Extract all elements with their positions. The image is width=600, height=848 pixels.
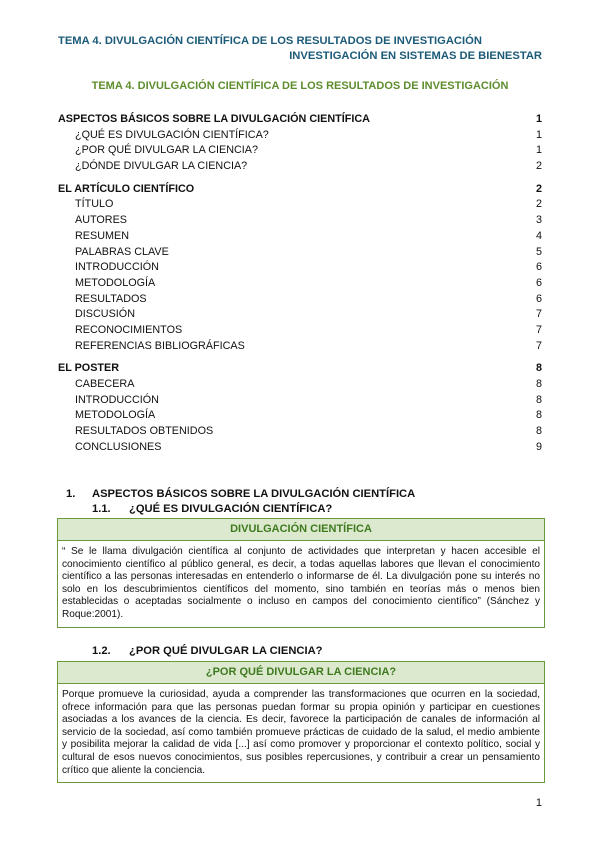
toc-subsection-entry[interactable]: [58, 197, 542, 213]
toc-subsection-entry[interactable]: [58, 339, 542, 355]
toc-subsection-entry[interactable]: [58, 307, 542, 323]
toc-gap: [58, 175, 542, 182]
toc-entry-page: 5: [535, 245, 542, 258]
toc-entry-title: RESULTADOS: [75, 292, 147, 305]
section-1-1-heading: [92, 503, 332, 515]
toc-entry-title: CABECERA: [75, 378, 135, 390]
toc-entry-title: RESUMEN: [75, 229, 129, 242]
running-header: [58, 34, 542, 63]
header-line-1: TEMA 4. DIVULGACIÓN CIENTÍFICA DE LOS RESULTADOS DE INVESTIGACIÓN: [58, 35, 482, 47]
definition-box-text: “ Se le llama divulgación científica al conjunto de actividades que interpretan y hacen accesible el conocimiento científico al público general, es decir, a todas aquellas labores que llevan el conocimiento científico a las personas interesadas en entenderlo o informarse de él. La divulgación pone su interés no solo en los descubrimientos científicos del momento, sino también en teorías más o menos bien establecidas o aceptadas socialmente o incluso en campos del conocimiento científico” (Sánchez y Roque:2001).: [62, 546, 540, 620]
toc-entry-page: 6: [535, 261, 542, 274]
toc-subsection-entry[interactable]: [58, 229, 542, 245]
toc-entry-page: 2: [535, 182, 542, 195]
toc-entry-page: 7: [535, 323, 542, 336]
toc-subsection-entry[interactable]: [58, 260, 542, 276]
toc-entry-title: ¿POR QUÉ DIVULGAR LA CIENCIA?: [75, 144, 258, 157]
toc-entry-title: METODOLOGÍA: [75, 409, 156, 422]
toc-entry-page: 2: [535, 198, 542, 211]
toc-subsection-entry[interactable]: [58, 159, 542, 175]
toc-entry-page: 7: [535, 339, 542, 352]
section-1-1-title: ¿QUÉ ES DIVULGACIÓN CIENTÍFICA?: [129, 503, 333, 515]
why-divulge-box-title: ¿POR QUÉ DIVULGAR LA CIENCIA?: [58, 662, 544, 684]
toc-entry-title: ¿DÓNDE DIVULGAR LA CIENCIA?: [75, 160, 248, 173]
section-1-2-heading: [92, 645, 323, 657]
toc-entry-page: 8: [535, 393, 542, 406]
section-1-2-title: ¿POR QUÉ DIVULGAR LA CIENCIA?: [129, 645, 323, 657]
document-title: TEMA 4. DIVULGACIÓN CIENTÍFICA DE LOS RESULTADOS DE INVESTIGACIÓN: [91, 80, 509, 92]
toc-entry-title: ASPECTOS BÁSICOS SOBRE LA DIVULGACIÓN CIENTÍFICA: [58, 113, 370, 125]
header-line-2: INVESTIGACIÓN EN SISTEMAS DE BIENESTAR: [289, 49, 542, 62]
section-1-2-number: 1.2.: [92, 645, 111, 657]
toc-entry-page: 6: [535, 292, 542, 305]
toc-entry-title: RESULTADOS OBTENIDOS: [75, 425, 214, 438]
table-of-contents: [58, 112, 542, 455]
toc-subsection-entry[interactable]: [58, 440, 542, 456]
toc-entry-page: 4: [535, 229, 542, 242]
toc-entry-title: ¿QUÉ ES DIVULGACIÓN CIENTÍFICA?: [75, 128, 269, 141]
toc-subsection-entry[interactable]: [58, 323, 542, 339]
toc-subsection-entry[interactable]: [58, 377, 542, 393]
toc-entry-page: 1: [535, 113, 542, 125]
toc-entry-page: 7: [535, 308, 542, 321]
toc-entry-page: 2: [535, 160, 542, 173]
toc-section-entry[interactable]: [58, 112, 542, 128]
toc-entry-title: INTRODUCCIÓN: [75, 393, 159, 406]
toc-entry-title: EL ARTÍCULO CIENTÍFICO: [58, 182, 195, 195]
section-1-heading: [66, 488, 415, 500]
definition-box: [57, 518, 545, 628]
section-1-number: 1.: [66, 488, 76, 500]
why-divulge-box-text: Porque promueve la curiosidad, ayuda a comprender las transformaciones que ocurren en la sociedad, ofrece información para que las personas puedan formar su propia opinión y participar en cuestiones asociadas a los avances de la ciencia. Es decir, favorece la participación de canales de información al servicio de la sociedad, así como también promueve prácticas de cuidado de la salud, el medio ambiente y posibilita mejorar la calidad de vida [...] así como promover y proporcionar el contexto político, social y cultural de esos nuevos conocimientos, sus posibles repercusiones, y contribuir a crear un pensamiento crítico que aliente la conciencia.: [62, 689, 540, 776]
toc-gap: [58, 354, 542, 361]
toc-entry-page: 8: [535, 409, 542, 422]
section-1-title: ASPECTOS BÁSICOS SOBRE LA DIVULGACIÓN CIENTÍFICA: [92, 488, 416, 500]
toc-entry-title: DISCUSIÓN: [75, 308, 135, 321]
toc-entry-page: 8: [535, 378, 542, 390]
toc-subsection-entry[interactable]: [58, 292, 542, 308]
toc-entry-page: 8: [535, 362, 542, 375]
toc-entry-title: EL POSTER: [58, 362, 119, 375]
toc-subsection-entry[interactable]: [58, 128, 542, 144]
toc-subsection-entry[interactable]: [58, 393, 542, 409]
toc-entry-title: PALABRAS CLAVE: [75, 245, 169, 258]
page-number: 1: [535, 797, 542, 809]
why-divulge-box: [57, 661, 545, 783]
toc-entry-page: 1: [535, 144, 542, 157]
toc-entry-title: AUTORES: [75, 214, 127, 227]
toc-entry-page: 8: [535, 425, 542, 438]
toc-entry-title: REFERENCIAS BIBLIOGRÁFICAS: [75, 339, 245, 352]
toc-subsection-entry[interactable]: [58, 424, 542, 440]
toc-subsection-entry[interactable]: [58, 213, 542, 229]
toc-section-entry[interactable]: [58, 361, 542, 377]
toc-entry-page: 1: [535, 128, 542, 141]
toc-entry-title: INTRODUCCIÓN: [75, 261, 159, 274]
toc-entry-page: 9: [535, 440, 542, 453]
section-1-1-number: 1.1.: [92, 503, 111, 515]
toc-entry-page: 6: [535, 276, 542, 289]
toc-subsection-entry[interactable]: [58, 408, 542, 424]
toc-entry-page: 3: [535, 214, 542, 227]
toc-subsection-entry[interactable]: [58, 245, 542, 261]
toc-entry-title: CONCLUSIONES: [75, 440, 162, 453]
toc-subsection-entry[interactable]: [58, 143, 542, 159]
toc-entry-title: RECONOCIMIENTOS: [75, 323, 183, 336]
toc-subsection-entry[interactable]: [58, 276, 542, 292]
toc-entry-title: TÍTULO: [75, 198, 114, 211]
toc-entry-title: METODOLOGÍA: [75, 276, 156, 289]
toc-section-entry[interactable]: [58, 182, 542, 198]
definition-box-title: DIVULGACIÓN CIENTÍFICA: [58, 519, 544, 541]
